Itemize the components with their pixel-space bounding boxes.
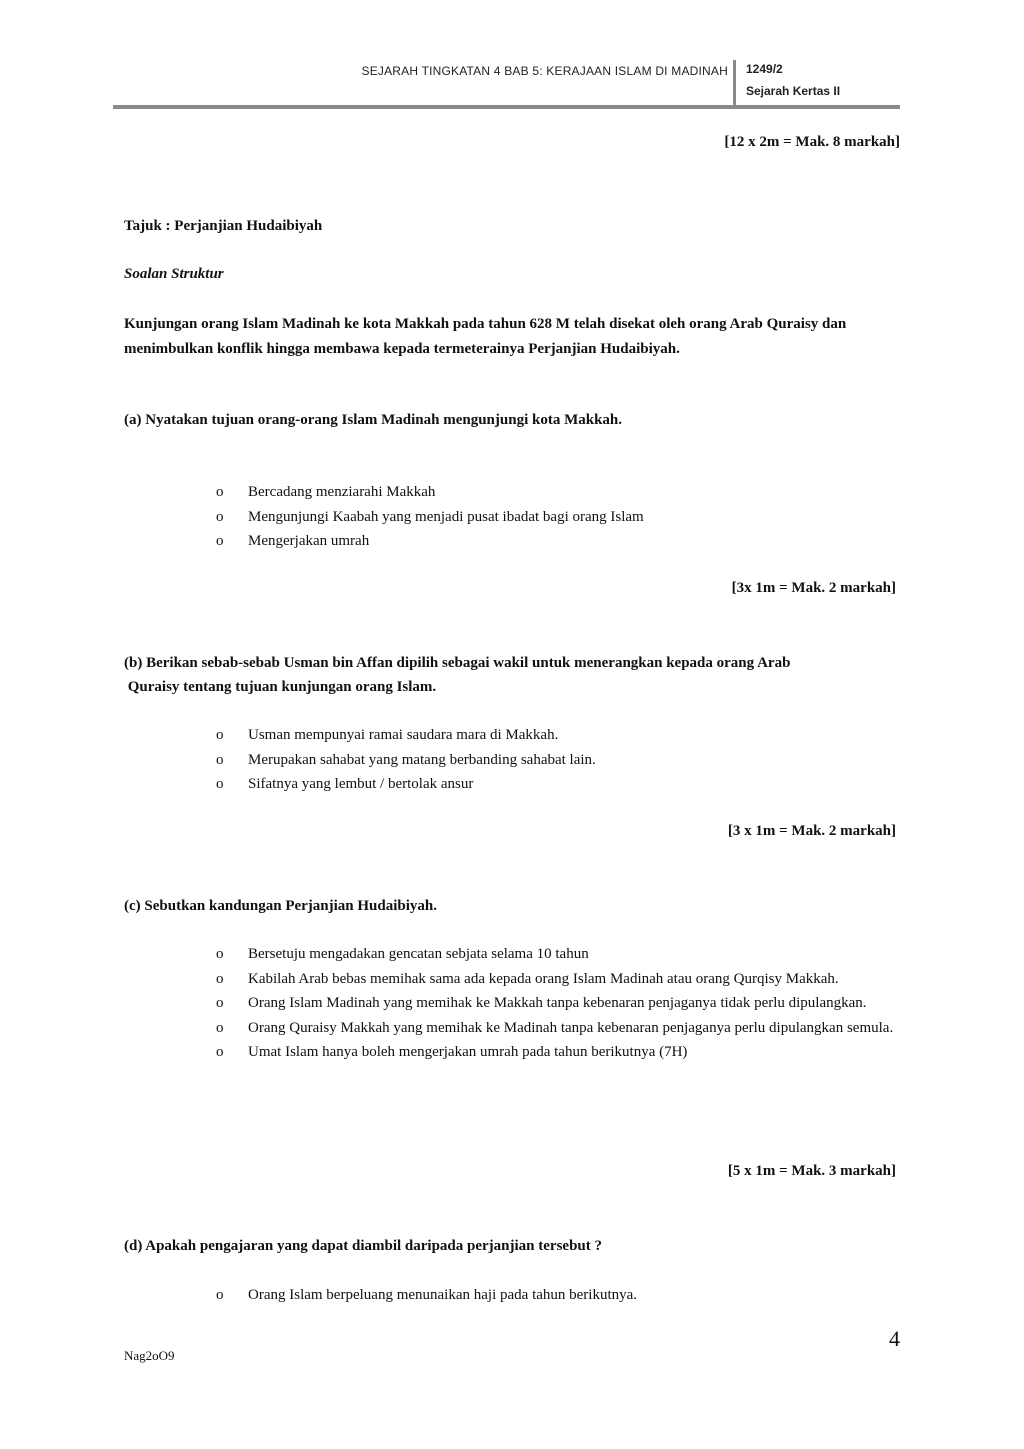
question-b-line2: Quraisy tentang tujuan kunjungan orang Islam. [124, 679, 437, 695]
list-item: o Bercadang menziarahi Makkah [216, 480, 900, 505]
bullet-icon: o [216, 995, 224, 1011]
bullet-icon: o [216, 946, 224, 962]
header-rule [113, 105, 900, 109]
list-item: o Orang Islam berpeluang menunaikan haji pada tahun berikutnya. [216, 1283, 900, 1308]
list-item: o Mengerjakan umrah [216, 529, 900, 554]
bullet-icon: o [216, 508, 224, 525]
bullet-icon: o [216, 970, 224, 987]
page-number: 4 [889, 1326, 900, 1351]
list-item: o Orang Islam Madinah yang memihak ke Makkah tanpa kebenaran penjaganya tidak perlu dipulangkan. [216, 991, 900, 1016]
marks-a: [3x 1m = Mak. 2 markah] [731, 580, 896, 596]
header-divider [733, 60, 736, 107]
question-d: (d) Apakah pengajaran yang dapat diambil daripada perjanjian tersebut ? [124, 1238, 602, 1254]
list-item: o Usman mempunyai ramai saudara mara di Makkah. [216, 723, 900, 748]
topic-title: Tajuk : Perjanjian Hudaibiyah [124, 218, 323, 234]
list-item: o Mengunjungi Kaabah yang menjadi pusat ibadat bagi orang Islam [216, 505, 900, 530]
question-c: (c) Sebutkan kandungan Perjanjian Hudaibiyah. [124, 898, 438, 914]
footer-author: Nag2oO9 [124, 1348, 175, 1363]
bullet-icon: o [216, 776, 224, 792]
answers-d [216, 1283, 900, 1308]
bullet-icon: o [216, 727, 224, 743]
header-paper-code: 1249/2 [746, 62, 783, 76]
question-b: (b) Berikan sebab-sebab Usman bin Affan dipilih sebagai wakil untuk menerangkan kepada orang Arab [124, 655, 791, 671]
answers-b [216, 723, 900, 797]
bullet-icon: o [216, 1287, 224, 1303]
marks-b: [3 x 1m = Mak. 2 markah] [727, 823, 896, 839]
bullet-icon: o [216, 751, 224, 768]
bullet-icon: o [216, 1044, 224, 1060]
list-item: o Merupakan sahabat yang matang berbanding sahabat lain. [216, 748, 900, 773]
list-item: o Kabilah Arab bebas memihak sama ada kepada orang Islam Madinah atau orang Qurqisy Makkah. [216, 967, 900, 992]
section-type: Soalan Struktur [124, 266, 224, 282]
question-stimulus: Kunjungan orang Islam Madinah ke kota Makkah pada tahun 628 M telah disekat oleh orang Arab Quraisy dan menimbulkan konflik hingga membawa kepada termeterainya Perjanjian Hudaibiyah. [124, 316, 847, 357]
bullet-icon: o [216, 484, 224, 500]
header-title: SEJARAH TINGKATAN 4 BAB 5: KERAJAAN ISLAM DI MADINAH [361, 64, 728, 78]
bullet-icon: o [216, 533, 224, 549]
list-item: o Umat Islam hanya boleh mengerjakan umrah pada tahun berikutnya (7H) [216, 1040, 900, 1065]
answers-a [216, 480, 900, 554]
marks-previous: [12 x 2m = Mak. 8 markah] [724, 134, 900, 150]
list-item: o Orang Quraisy Makkah yang memihak ke Madinah tanpa kebenaran penjaganya perlu dipulangkan semula. [216, 1016, 900, 1041]
question-a: (a) Nyatakan tujuan orang-orang Islam Madinah mengunjungi kota Makkah. [124, 412, 623, 428]
list-item: o Sifatnya yang lembut / bertolak ansur [216, 772, 900, 797]
list-item: o Bersetuju mengadakan gencatan sebjata selama 10 tahun [216, 942, 900, 967]
header-subject: Sejarah Kertas II [746, 84, 841, 98]
marks-c: [5 x 1m = Mak. 3 markah] [727, 1163, 896, 1179]
answers-c [216, 942, 900, 1065]
bullet-icon: o [216, 1019, 224, 1036]
